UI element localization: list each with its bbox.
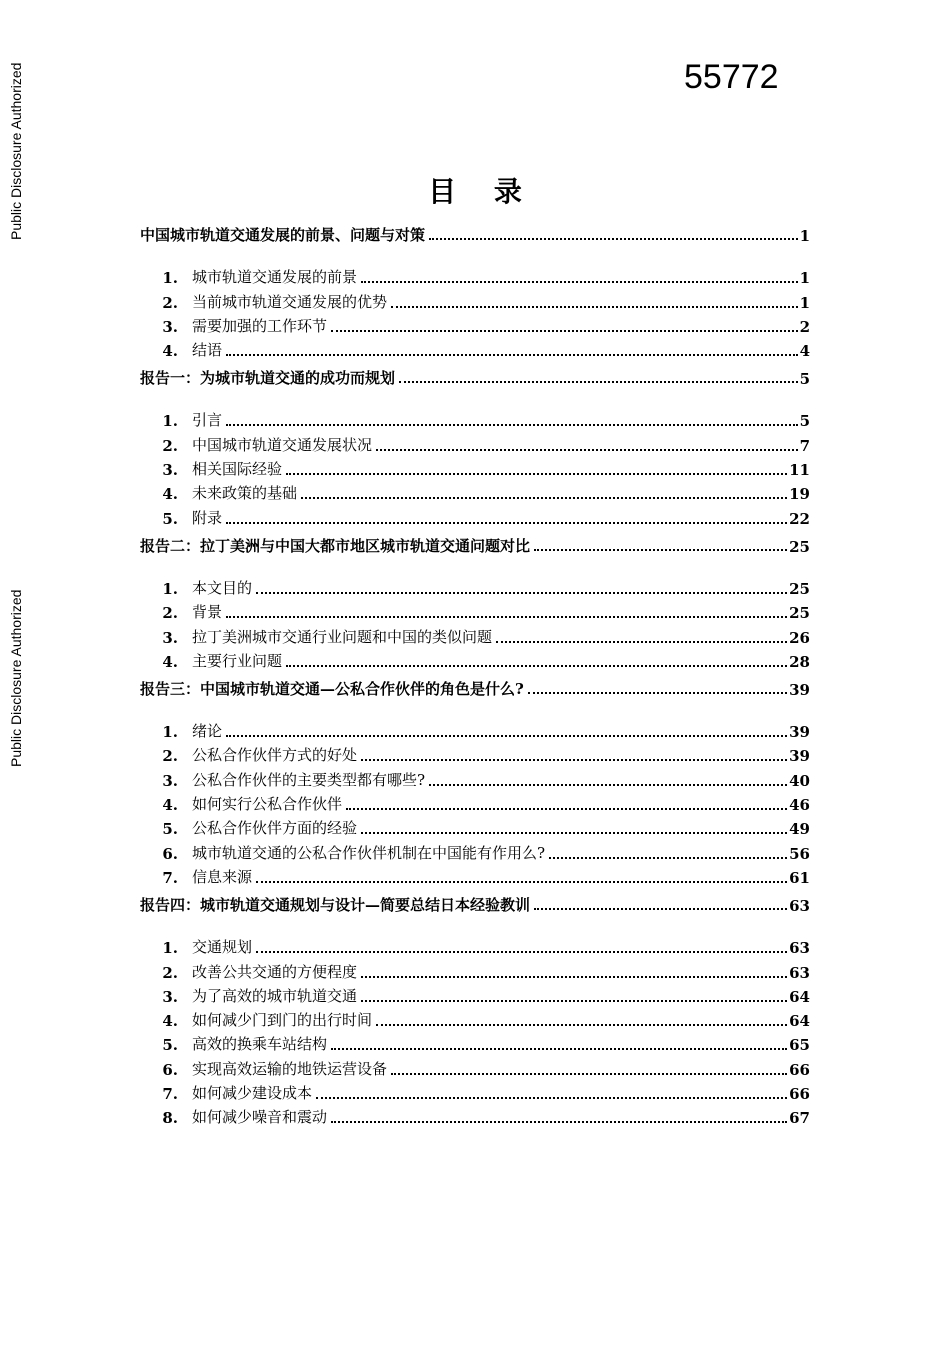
entry-page-number: 65 xyxy=(789,1036,810,1055)
entry-number: 4. xyxy=(162,485,178,504)
entry-title: 如何实行公私合作伙伴 xyxy=(192,795,343,814)
toc-entry[interactable] xyxy=(140,312,810,336)
entry-number: 3. xyxy=(162,628,178,647)
entry-number: 4. xyxy=(162,652,178,671)
entry-number: 7. xyxy=(162,868,178,887)
entry-page-number: 1 xyxy=(799,269,810,288)
toc-entry[interactable] xyxy=(140,287,810,311)
entry-page-number: 49 xyxy=(789,820,810,839)
entry-number: 2. xyxy=(162,436,178,455)
entry-title: 未来政策的基础 xyxy=(192,484,298,503)
entry-number: 4. xyxy=(162,342,178,361)
dot-leader xyxy=(361,759,787,761)
entry-page-number: 63 xyxy=(789,963,810,982)
entry-page-number: 22 xyxy=(789,509,810,528)
entry-title: 公私合作伙伴方面的经验 xyxy=(192,819,358,838)
dot-leader xyxy=(361,1000,787,1002)
toc-entry[interactable] xyxy=(140,336,810,360)
entry-page-number: 40 xyxy=(789,771,810,790)
dot-leader xyxy=(316,1097,787,1099)
section-title: 报告三：中国城市轨道交通—公私合作伙伴的角色是什么? xyxy=(140,679,524,698)
dot-leader xyxy=(528,692,787,694)
entry-page-number: 28 xyxy=(789,652,810,671)
toc-entry[interactable] xyxy=(140,430,810,454)
dot-leader xyxy=(286,473,787,475)
entry-page-number: 64 xyxy=(789,987,810,1006)
section-title: 中国城市轨道交通发展的前景、问题与对策 xyxy=(140,226,426,244)
entry-page-number: 5 xyxy=(799,412,810,431)
entry-number: 3. xyxy=(162,771,178,790)
dot-leader xyxy=(376,1024,787,1026)
entry-page-number: 56 xyxy=(789,844,810,863)
section-gap xyxy=(140,699,810,717)
entry-number: 1. xyxy=(162,939,178,958)
dot-leader xyxy=(226,616,787,618)
entry-title: 公私合作伙伴的主要类型都有哪些? xyxy=(192,770,426,789)
toc-section-heading[interactable] xyxy=(140,671,810,699)
entry-title: 当前城市轨道交通发展的优势 xyxy=(192,292,388,311)
dot-leader xyxy=(331,330,798,332)
entry-number: 1. xyxy=(162,412,178,431)
toc-entry[interactable] xyxy=(140,790,810,814)
entry-title: 背景 xyxy=(192,603,223,622)
entry-title: 附录 xyxy=(192,508,223,527)
toc-entry[interactable] xyxy=(140,598,810,622)
toc-entry[interactable] xyxy=(140,1006,810,1030)
entry-number: 8. xyxy=(162,1109,178,1128)
entry-title: 改善公共交通的方便程度 xyxy=(192,962,358,981)
dot-leader xyxy=(361,832,787,834)
entry-page-number: 66 xyxy=(789,1060,810,1079)
toc-entry[interactable] xyxy=(140,622,810,646)
entry-number: 4. xyxy=(162,1012,178,1031)
toc-entry[interactable] xyxy=(140,1030,810,1054)
entry-number: 6. xyxy=(162,1060,178,1079)
entry-title: 中国城市轨道交通发展状况 xyxy=(192,435,373,454)
entry-title: 为了高效的城市轨道交通 xyxy=(192,986,358,1005)
toc-section-heading[interactable] xyxy=(140,887,810,915)
dot-leader xyxy=(399,381,798,383)
entry-page-number: 4 xyxy=(799,342,810,361)
entry-page-number: 64 xyxy=(789,1012,810,1031)
entry-title: 相关国际经验 xyxy=(192,460,283,479)
dot-leader xyxy=(549,857,787,859)
side-note-middle: Public Disclosure Authorized xyxy=(8,589,24,767)
toc-entry[interactable] xyxy=(140,717,810,741)
entry-page-number: 61 xyxy=(789,868,810,887)
dot-leader xyxy=(496,641,787,643)
toc-section-heading[interactable] xyxy=(140,217,810,245)
document-number: 55772 xyxy=(684,58,779,96)
dot-leader xyxy=(534,549,787,551)
toc-entry[interactable] xyxy=(140,1054,810,1078)
entry-page-number: 66 xyxy=(789,1085,810,1104)
dot-leader xyxy=(391,1073,787,1075)
section-page-number: 5 xyxy=(799,370,810,389)
entry-page-number: 11 xyxy=(789,461,810,480)
dot-leader xyxy=(226,522,787,524)
entry-title: 信息来源 xyxy=(192,867,253,886)
toc-entry[interactable] xyxy=(140,574,810,598)
toc-entry[interactable] xyxy=(140,765,810,789)
entry-number: 2. xyxy=(162,293,178,312)
toc-entry[interactable] xyxy=(140,479,810,503)
toc-entry[interactable] xyxy=(140,406,810,430)
entry-title: 如何减少门到门的出行时间 xyxy=(192,1011,373,1030)
entry-page-number: 7 xyxy=(799,436,810,455)
section-page-number: 1 xyxy=(799,227,810,245)
entry-page-number: 67 xyxy=(789,1109,810,1128)
entry-page-number: 1 xyxy=(799,293,810,312)
entry-page-number: 63 xyxy=(789,939,810,958)
side-note-top: Public Disclosure Authorized xyxy=(8,62,24,240)
section-gap xyxy=(140,915,810,933)
entry-number: 2. xyxy=(162,963,178,982)
dot-leader xyxy=(226,424,798,426)
entry-title: 主要行业问题 xyxy=(192,651,283,670)
toc-entry[interactable] xyxy=(140,838,810,862)
dot-leader xyxy=(256,592,787,594)
entry-number: 6. xyxy=(162,844,178,863)
dot-leader xyxy=(391,306,798,308)
entry-title: 城市轨道交通发展的前景 xyxy=(192,268,358,287)
dot-leader xyxy=(346,808,787,810)
dot-leader xyxy=(226,735,787,737)
entry-title: 高效的换乘车站结构 xyxy=(192,1035,328,1054)
toc-entry[interactable] xyxy=(140,814,810,838)
dot-leader xyxy=(256,881,787,883)
toc-entry[interactable] xyxy=(140,957,810,981)
toc-entry[interactable] xyxy=(140,982,810,1006)
dot-leader xyxy=(376,449,798,451)
entry-number: 1. xyxy=(162,723,178,742)
entry-number: 3. xyxy=(162,317,178,336)
dot-leader xyxy=(534,908,787,910)
entry-title: 结语 xyxy=(192,341,223,360)
entry-title: 城市轨道交通的公私合作伙伴机制在中国能有作用么? xyxy=(192,843,546,862)
entry-number: 1. xyxy=(162,579,178,598)
entry-title: 引言 xyxy=(192,411,223,430)
dot-leader xyxy=(286,665,787,667)
dot-leader xyxy=(361,976,787,978)
toc-entry[interactable] xyxy=(140,455,810,479)
section-page-number: 63 xyxy=(789,896,810,915)
entry-page-number: 19 xyxy=(789,485,810,504)
section-gap xyxy=(140,245,810,263)
section-gap xyxy=(140,388,810,406)
dot-leader xyxy=(226,354,798,356)
toc-entry[interactable] xyxy=(140,1103,810,1127)
entry-page-number: 2 xyxy=(799,317,810,336)
entry-number: 1. xyxy=(162,269,178,288)
entry-title: 交通规划 xyxy=(192,938,253,957)
entry-page-number: 25 xyxy=(789,579,810,598)
dot-leader xyxy=(331,1048,787,1050)
entry-number: 5. xyxy=(162,820,178,839)
entry-title: 拉丁美洲城市交通行业问题和中国的类似问题 xyxy=(192,627,493,646)
toc-entry[interactable] xyxy=(140,503,810,527)
toc-section-heading[interactable] xyxy=(140,360,810,388)
section-gap xyxy=(140,556,810,574)
toc-entry[interactable] xyxy=(140,647,810,671)
toc-entry[interactable] xyxy=(140,263,810,287)
dot-leader xyxy=(429,784,787,786)
section-page-number: 25 xyxy=(789,537,810,556)
section-page-number: 39 xyxy=(789,680,810,699)
section-title: 报告一：为城市轨道交通的成功而规划 xyxy=(140,369,396,388)
entry-number: 3. xyxy=(162,461,178,480)
dot-leader xyxy=(429,238,798,240)
entry-title: 如何减少噪音和震动 xyxy=(192,1108,328,1127)
toc-section-heading[interactable] xyxy=(140,528,810,556)
entry-title: 公私合作伙伴方式的好处 xyxy=(192,746,358,765)
page-title: 目 录 xyxy=(428,175,536,208)
dot-leader xyxy=(256,951,787,953)
entry-page-number: 39 xyxy=(789,747,810,766)
entry-title: 绪论 xyxy=(192,722,223,741)
entry-page-number: 46 xyxy=(789,796,810,815)
entry-number: 2. xyxy=(162,604,178,623)
entry-title: 本文目的 xyxy=(192,578,253,597)
entry-title: 需要加强的工作环节 xyxy=(192,316,328,335)
entry-number: 5. xyxy=(162,1036,178,1055)
entry-title: 实现高效运输的地铁运营设备 xyxy=(192,1059,388,1078)
section-title: 报告二：拉丁美洲与中国大都市地区城市轨道交通问题对比 xyxy=(140,536,531,555)
entry-page-number: 26 xyxy=(789,628,810,647)
dot-leader xyxy=(361,281,798,283)
toc-entry[interactable] xyxy=(140,933,810,957)
section-title: 报告四：城市轨道交通规划与设计—简要总结日本经验教训 xyxy=(140,895,531,914)
entry-number: 7. xyxy=(162,1085,178,1104)
entry-page-number: 25 xyxy=(789,604,810,623)
entry-number: 3. xyxy=(162,987,178,1006)
toc-entry[interactable] xyxy=(140,741,810,765)
dot-leader xyxy=(301,497,787,499)
dot-leader xyxy=(331,1121,787,1123)
toc-entry[interactable] xyxy=(140,1079,810,1103)
table-of-contents xyxy=(140,217,810,1127)
entry-number: 2. xyxy=(162,747,178,766)
entry-page-number: 39 xyxy=(789,723,810,742)
toc-entry[interactable] xyxy=(140,863,810,887)
entry-title: 如何减少建设成本 xyxy=(192,1084,313,1103)
entry-number: 4. xyxy=(162,796,178,815)
entry-number: 5. xyxy=(162,509,178,528)
